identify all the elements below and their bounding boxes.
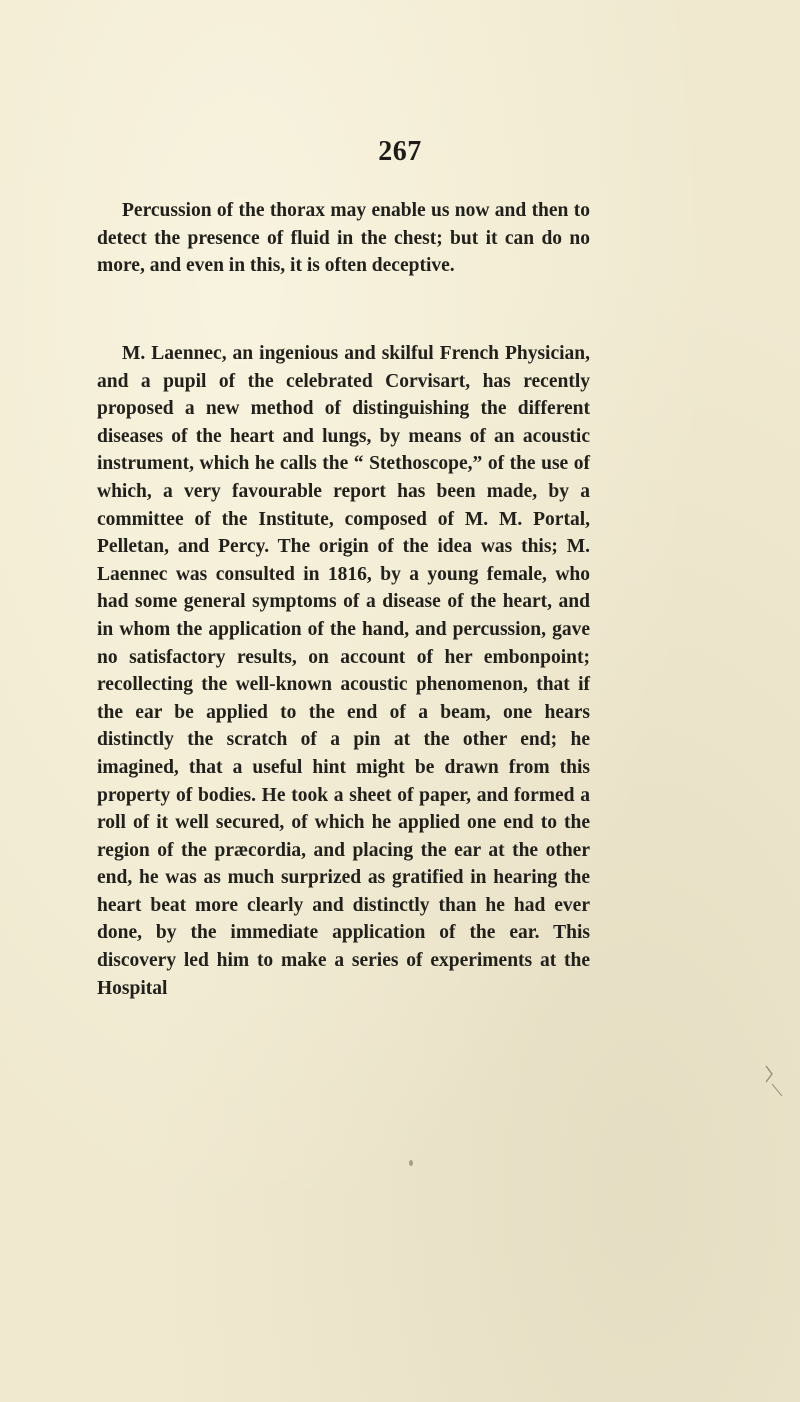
paragraph-percussion: Percussion of the thorax may enable us now and then to detect the presence of fluid in the chest; but it can do no more, and even in this, it is often deceptive. <box>97 200 590 277</box>
paragraph-laennec-stethoscope: M. Laennec, an ingenious and skilful French Physician, and a pupil of the celebrated Corvisart, has recently proposed a new method of distinguishing the different diseases of the heart and lungs, by means of an acoustic instrument, which he calls the “ Stethoscope,” of the use of which, a very favourable report has been made, by a committee of the Institute, composed of M. M. Portal, Pelletan, and Percy. The origin of the idea was this; M. Laennec was consulted in 1816, by a young female, who had some general symptoms of a disease of the heart, and in whom the application of the hand, and percussion, gave no satisfactory results, on account of her embonpoint; recollecting the well-known acoustic phenomenon, that if the ear be applied to the end of a beam, one hears distinctly the scratch of a pin at the other end; he imagined, that a useful hint might be drawn from this property of bodies. He took a sheet of paper, and formed a roll of it well secured, of which he applied one end to the region of the præcordia, and placing the ear at the other end, he was as much surprized as gratified in hearing the heart beat more clearly and distinctly than he had ever done, by the immediate application of the ear. This discovery led him to make a series of experiments at the Hospital <box>97 343 590 999</box>
paper-speck <box>409 1160 413 1166</box>
page-number: 267 <box>378 136 422 167</box>
margin-pencil-mark <box>762 1062 790 1102</box>
